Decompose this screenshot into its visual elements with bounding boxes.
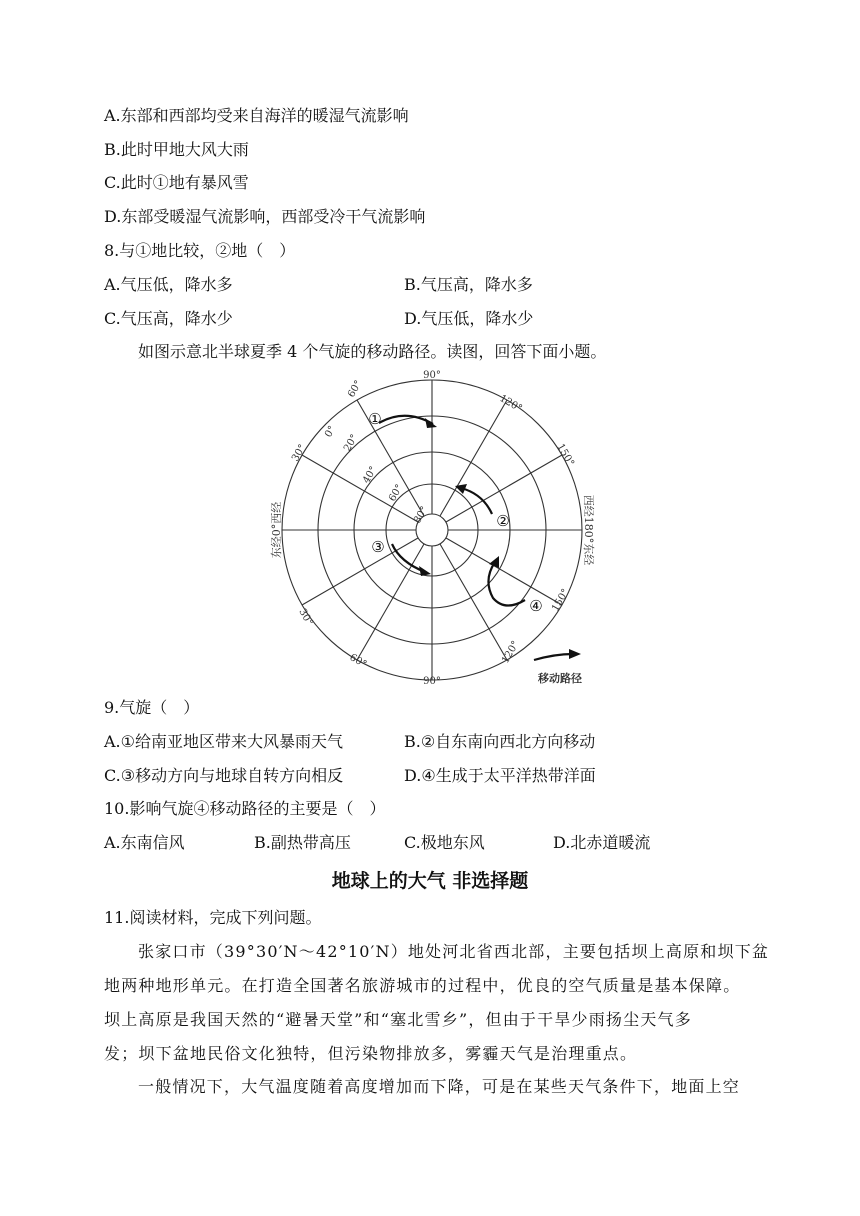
label-90-top: 90° bbox=[423, 370, 441, 381]
path-4-arrow bbox=[488, 562, 525, 606]
q11-paragraph-2-line-1: 一般情况下，大气温度随着高度增加而下降，可是在某些天气条件下，地面上空 bbox=[138, 1077, 741, 1096]
q11-stem: 11.阅读材料，完成下列问题。 bbox=[104, 908, 322, 927]
q10-option-a: A.东南信风 bbox=[104, 833, 185, 852]
label-lat-80: 80° bbox=[412, 504, 431, 526]
label-60-upper-left: 60° bbox=[346, 378, 365, 400]
section-title: 地球上的大气 非选择题 bbox=[331, 870, 529, 892]
marker-1: ① bbox=[368, 410, 382, 428]
right-axis-label: 西经180°东经 bbox=[582, 494, 595, 566]
label-150-lower-right: 150° bbox=[550, 587, 572, 614]
label-150-upper-right: 150° bbox=[554, 442, 576, 469]
q10-option-d: D.北赤道暖流 bbox=[553, 833, 651, 852]
q9-option-a: A.①给南亚地区带来大风暴雨天气 bbox=[104, 732, 343, 751]
q8-option-b: B.气压高，降水多 bbox=[404, 275, 533, 294]
cyclone-path-figure bbox=[255, 366, 595, 688]
q11-paragraph-1-line-3: 坝上高原是我国天然的“避暑天堂”和“塞北雪乡”，但由于干旱少雨扬尘天气多 bbox=[104, 1010, 692, 1029]
q10-stem: 10.影响气旋④移动路径的主要是（ ） bbox=[104, 799, 386, 818]
q8-option-c: C.气压高，降水少 bbox=[104, 309, 233, 328]
q11-paragraph-1-line-1: 张家口市（39°30′N～42°10′N）地处河北省西北部，主要包括坝上高原和坝下盆 bbox=[138, 942, 770, 961]
label-90-bottom: 90° bbox=[423, 676, 441, 687]
label-lat-40: 40° bbox=[361, 464, 380, 486]
figure-intro: 如图示意北半球夏季 4 个气旋的移动路径。读图，回答下面小题。 bbox=[138, 342, 607, 361]
path-1-arrow bbox=[379, 416, 433, 424]
label-0: 0° bbox=[323, 424, 339, 440]
q11-paragraph-1-line-4: 发；坝下盆地民俗文化独特，但污染物排放多，雾霾天气是治理重点。 bbox=[104, 1044, 638, 1063]
label-lat-60: 60° bbox=[387, 482, 406, 504]
legend-label: 移动路径 bbox=[538, 672, 582, 685]
label-60-lower-left: 60° bbox=[347, 652, 369, 671]
marker-3: ③ bbox=[371, 538, 385, 556]
q10-option-b: B.副热带高压 bbox=[254, 833, 351, 852]
q9-option-b: B.②自东南向西北方向移动 bbox=[404, 732, 596, 751]
left-axis-label: 东经0°西经 bbox=[270, 501, 283, 559]
marker-2: ② bbox=[496, 512, 510, 530]
q8-stem: 8.与①地比较，②地（ ） bbox=[104, 241, 296, 260]
q7-option-c: C.此时①地有暴风雪 bbox=[104, 173, 249, 192]
q9-option-c: C.③移动方向与地球自转方向相反 bbox=[104, 766, 344, 785]
q8-option-a: A.气压低，降水多 bbox=[104, 275, 233, 294]
q7-option-b: B.此时甲地大风大雨 bbox=[104, 140, 249, 159]
label-lat-20: 20° bbox=[342, 432, 361, 454]
label-120-lower-right: 120° bbox=[500, 639, 522, 666]
q7-option-a: A.东部和西部均受来自海洋的暖湿气流影响 bbox=[104, 106, 409, 125]
label-120-upper-right: 120° bbox=[497, 393, 524, 415]
q9-stem: 9.气旋（ ） bbox=[104, 698, 200, 717]
label-30-lower-left: 30° bbox=[296, 607, 315, 628]
q10-option-c: C.极地东风 bbox=[404, 833, 485, 852]
q7-option-d: D.东部受暖湿气流影响，西部受冷干气流影响 bbox=[104, 207, 426, 226]
label-30-upper-left: 30° bbox=[290, 442, 309, 464]
q8-option-d: D.气压低，降水少 bbox=[404, 309, 534, 328]
q11-paragraph-1-line-2: 地两种地形单元。在打造全国著名旅游城市的过程中，优良的空气质量是基本保障。 bbox=[104, 976, 741, 995]
legend-arrow bbox=[534, 654, 573, 660]
q9-option-d: D.④生成于太平洋热带洋面 bbox=[404, 766, 596, 785]
marker-4: ④ bbox=[529, 597, 543, 615]
